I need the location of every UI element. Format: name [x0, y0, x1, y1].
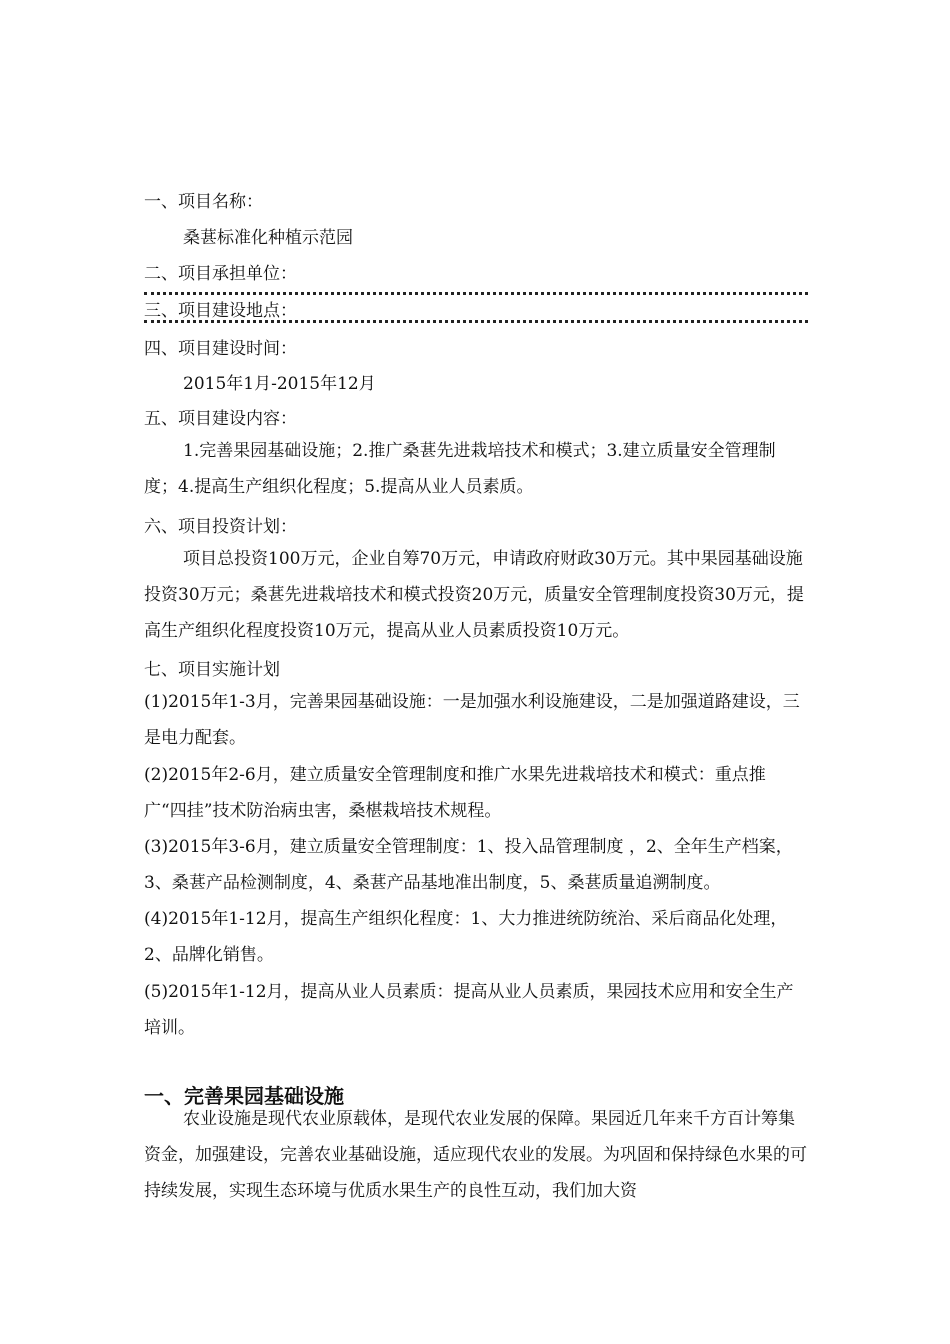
s6-body: [144, 541, 808, 649]
project-name: 桑葚标准化种植示范园: [183, 228, 353, 248]
s4-title: 四、项目建设时间：: [144, 339, 297, 359]
plan-item-1: (1)2015年1-3月，完善果园基础设施：一是加强水利设施建设，二是加强道路建设，三是电力配套。: [144, 692, 800, 748]
s6-body-text: 项目总投资100万元，企业自筹70万元，申请政府财政30万元。其中果园基础设施投资30万元；桑葚先进栽培技术和模式投资20万元，质量安全管理制度投资30万元，提高生产组织化程度投资10万元，提高从业人员素质投资10万元。: [144, 549, 804, 641]
s5-body: [144, 433, 808, 505]
project-time: 2015年1月-2015年12月: [183, 374, 376, 394]
s1-title: 一、项目名称：: [144, 192, 263, 212]
s6-title: 六、项目投资计划：: [144, 517, 297, 537]
s5-body-text: 1.完善果园基础设施；2.推广桑葚先进栽培技术和模式；3.建立质量安全管理制度；4.提高生产组织化程度；5.提高从业人员素质。: [144, 441, 776, 497]
dotted-rule: [144, 320, 808, 326]
s3-title: 三、项目建设地点：: [144, 301, 297, 321]
s7-title: 七、项目实施计划: [144, 660, 280, 680]
plan-item-5: (5)2015年1-12月，提高从业人员素质：提高从业人员素质，果园技术应用和安全生产培训。: [144, 982, 794, 1038]
chapter-body: [144, 1101, 808, 1209]
chapter-body-text: 农业设施是现代农业原载体，是现代农业发展的保障。果园近几年来千方百计筹集资金，加强建设，完善农业基础设施，适应现代农业的发展。为巩固和保持绿色水果的可持续发展，实现生态环境与优质水果生产的良性互动，我们加大资: [144, 1109, 807, 1201]
dotted-rule: [144, 292, 808, 298]
chapter-heading: 一、完善果园基础设施: [144, 1084, 344, 1108]
plan-item-4: (4)2015年1-12月，提高生产组织化程度：1、大力推进统防统治、采后商品化处理，2、品牌化销售。: [144, 909, 788, 965]
s5-title: 五、项目建设内容：: [144, 409, 297, 429]
plan-item-2: (2)2015年2-6月，建立质量安全管理制度和推广水果先进栽培技术和模式：重点推广“四挂”技术防治病虫害，桑椹栽培技术规程。: [144, 765, 766, 821]
plan-item-3: (3)2015年3-6月，建立质量安全管理制度：1、投入品管理制度 ，2、全年生产档案，3、桑葚产品检测制度，4、桑葚产品基地准出制度，5、桑葚质量追溯制度。: [144, 837, 793, 893]
s2-title: 二、项目承担单位：: [144, 264, 297, 284]
